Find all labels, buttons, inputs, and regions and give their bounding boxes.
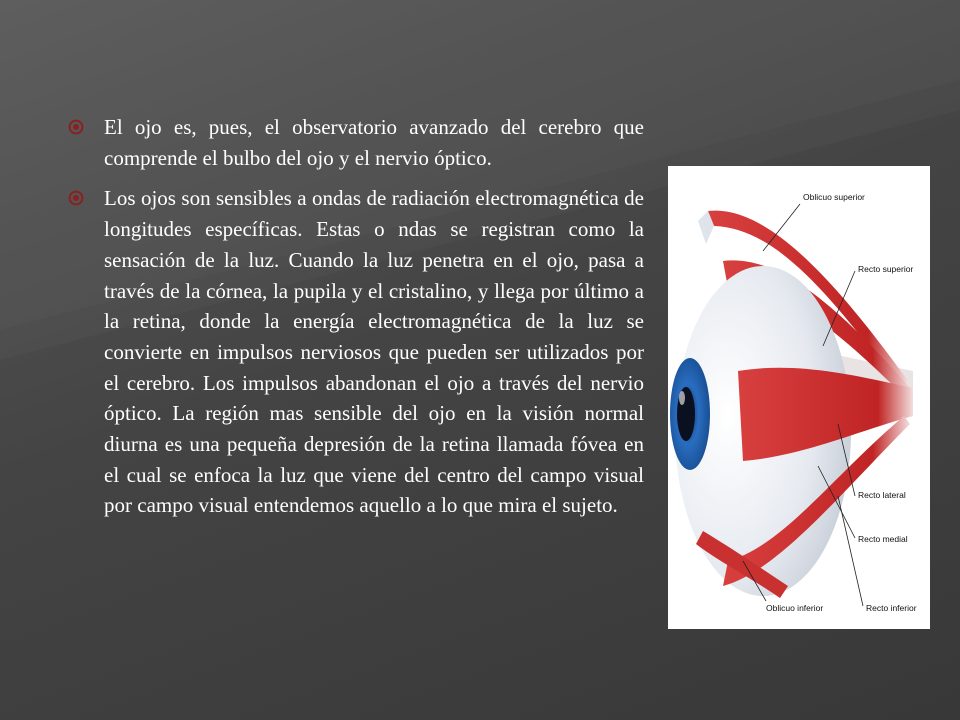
label-recto-lateral: Recto lateral — [858, 490, 906, 500]
label-recto-superior: Recto superior — [858, 264, 914, 274]
bullet-ring-icon — [68, 190, 84, 206]
bullet-text-2: Los ojos son sensibles a ondas de radiación electromagnética de longitudes específicas. Estas o ndas se registran como la sensación de la luz. Cuando la luz penetra en el ojo, pasa a través de la córnea, la pupila y el cristalino, y llega por último a la retina, donde la energía electromagnética de la luz se convierte en impulsos nerviosos que pueden ser utilizados por el cerebro. Los impulsos abandonan el ojo a través del nervio óptico. La región mas sensible del ojo en la visión normal diurna es una pequeña depresión de la retina llamada fóvea en el cual se enfoca la luz que viene del centro del campo visual por campo visual entendemos aquello a lo que mira el sujeto. — [104, 186, 644, 518]
leader-recto-inferior — [838, 496, 863, 606]
bullet-text-1: El ojo es, pues, el observatorio avanzado del cerebro que comprende el bulbo del ojo y el nervio óptico. — [104, 115, 644, 170]
eye-muscles-figure — [668, 166, 930, 629]
label-recto-inferior: Recto inferior — [866, 603, 917, 613]
label-recto-medial: Recto medial — [858, 534, 908, 544]
bullet-item-2 — [68, 183, 644, 521]
bullet-ring-icon — [68, 119, 84, 135]
bullet-item-1 — [68, 112, 644, 173]
label-oblicuo-superior: Oblicuo superior — [803, 192, 865, 202]
label-oblicuo-inferior: Oblicuo inferior — [766, 603, 824, 613]
eye-muscles-illustration — [668, 166, 930, 629]
bullet-list — [68, 112, 644, 531]
